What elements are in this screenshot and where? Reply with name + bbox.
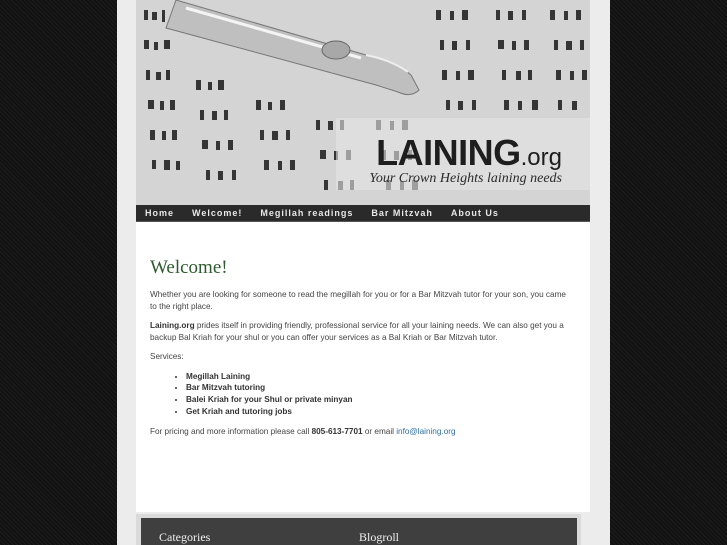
categories-heading: Categories: [159, 530, 211, 544]
about-text: prides itself in providing friendly, professional service for all your laining needs. We can also get you a backup Bal Kriah for your shul or you can offer your services as a Bal Kriah or Bar Mitzvah tutor.: [150, 321, 564, 342]
page-title: Welcome!: [150, 257, 228, 278]
post-body: [150, 289, 570, 445]
logo-main: LAINING: [376, 132, 521, 173]
main-content: [136, 222, 590, 512]
blogroll-heading: Blogroll: [359, 530, 400, 544]
list-item: • Get Kriah and tutoring jobs: [186, 406, 570, 418]
nav-welcome[interactable]: Welcome!: [192, 208, 243, 218]
email-link[interactable]: info@laining.org: [396, 426, 456, 436]
services-label: Services:: [150, 352, 184, 361]
intro-paragraph: Whether you are looking for someone to read the megillah for you or for a Bar Mitzvah tutor for your son, you came to the right place.: [150, 290, 566, 311]
about-paragraph: [150, 320, 570, 343]
contact-mid: or email: [362, 426, 397, 436]
list-item: • Balei Kriah for your Shul or private minyan: [186, 394, 570, 406]
list-item: • Bar Mitzvah tutoring: [186, 382, 570, 394]
site-header: [136, 0, 590, 205]
nav-bar-mitzvah[interactable]: Bar Mitzvah: [371, 208, 433, 218]
main-navigation: [136, 205, 590, 222]
site-name-strong: Laining.org: [150, 321, 195, 330]
contact-prefix: For pricing and more information please call: [150, 426, 312, 436]
site-tagline: Your Crown Heights laining needs: [369, 171, 562, 186]
services-list: [150, 371, 570, 418]
footer-panel: [141, 518, 577, 545]
contact-paragraph: [150, 426, 570, 438]
nav-home[interactable]: Home: [145, 208, 175, 218]
logo-suffix: .org: [520, 144, 562, 171]
site-logo[interactable]: [376, 132, 562, 174]
list-item: • Megillah Laining: [186, 371, 570, 383]
nav-megillah-readings[interactable]: Megillah readings: [260, 208, 354, 218]
footer-widgets: [136, 514, 581, 545]
nav-about-us[interactable]: About Us: [450, 208, 499, 218]
phone-number: 805-613-7701: [311, 426, 363, 436]
